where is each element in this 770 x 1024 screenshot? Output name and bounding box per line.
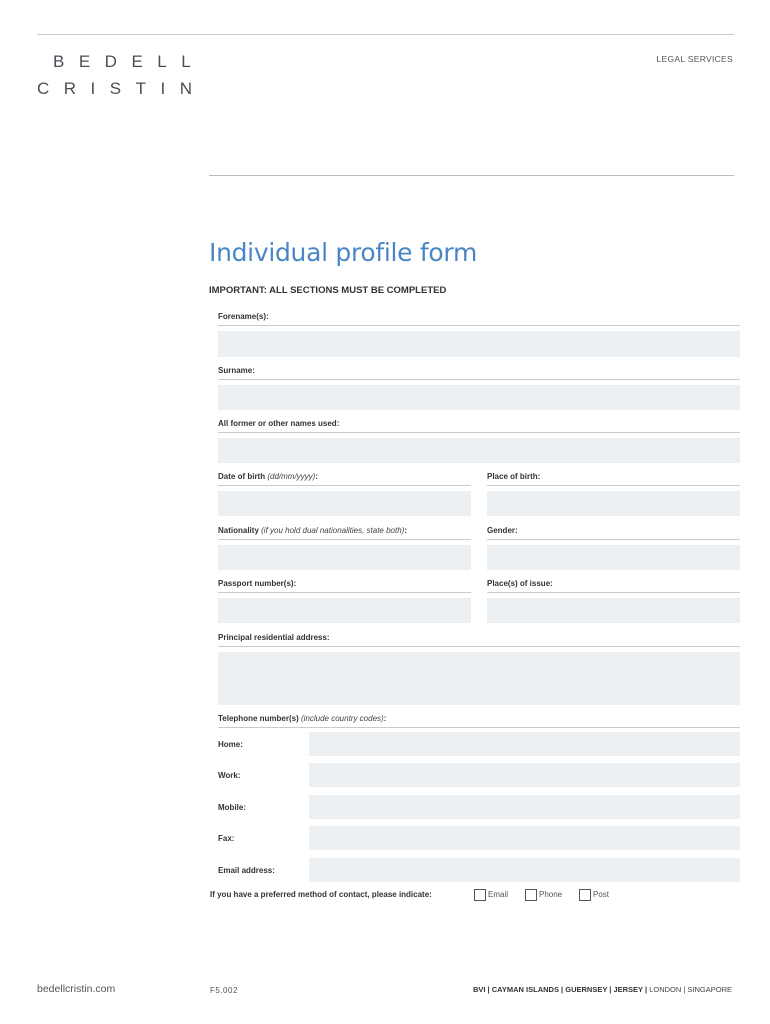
nationality-hint: (if you hold dual nationalities, state both) xyxy=(261,526,405,535)
gender-label: Gender: xyxy=(487,525,740,540)
pob-input[interactable] xyxy=(487,491,740,516)
forenames-input[interactable] xyxy=(218,331,740,357)
nationality-field xyxy=(218,525,471,570)
work-phone-input[interactable] xyxy=(309,763,740,787)
email-checkbox[interactable] xyxy=(474,889,486,901)
nationality-label: Nationality (if you hold dual nationalities, state both): xyxy=(218,525,471,540)
telephone-hint: (include country codes) xyxy=(300,714,384,723)
phone-option-label: Phone xyxy=(539,890,563,899)
forenames-field xyxy=(218,311,740,357)
surname-field xyxy=(218,365,740,410)
work-label: Work: xyxy=(218,771,241,780)
telephone-label: Telephone number(s) (include country codes): xyxy=(218,713,740,728)
email-input[interactable] xyxy=(309,858,740,882)
logo-line-2: CRISTIN xyxy=(37,79,207,98)
phone-checkbox[interactable] xyxy=(525,889,537,901)
dob-input[interactable] xyxy=(218,491,471,516)
pob-field xyxy=(487,471,740,516)
preferred-contact-label: If you have a preferred method of contact, please indicate: xyxy=(210,890,432,899)
footer-website: bedellcristin.com xyxy=(37,983,116,995)
post-option-label: Post xyxy=(593,890,610,899)
form-code: F5.002 xyxy=(210,986,238,995)
place-issue-label: Place(s) of issue: xyxy=(487,578,740,593)
top-rule xyxy=(37,34,734,35)
passport-input[interactable] xyxy=(218,598,471,623)
address-label: Principal residential address: xyxy=(218,632,740,647)
place-issue-input[interactable] xyxy=(487,598,740,623)
former-names-label: All former or other names used: xyxy=(218,418,740,433)
mobile-label: Mobile: xyxy=(218,803,246,812)
gender-field xyxy=(487,525,740,570)
forenames-label: Forename(s): xyxy=(218,311,740,326)
fax-label: Fax: xyxy=(218,834,235,843)
dob-hint: (dd/mm/yyyy) xyxy=(267,472,316,481)
logo-line-1: BEDELL xyxy=(53,52,206,71)
page-title: Individual profile form xyxy=(209,238,478,267)
home-phone-input[interactable] xyxy=(309,732,740,756)
place-issue-field xyxy=(487,578,740,623)
address-input[interactable] xyxy=(218,652,740,705)
fax-input[interactable] xyxy=(309,826,740,850)
post-checkbox[interactable] xyxy=(579,889,591,901)
footer-locations: BVI | CAYMAN ISLANDS | GUERNSEY | JERSEY | LONDON | SINGAPORE xyxy=(472,985,732,994)
gender-input[interactable] xyxy=(487,545,740,570)
pob-label: Place of birth: xyxy=(487,471,740,486)
passport-label: Passport number(s): xyxy=(218,578,471,593)
surname-label: Surname: xyxy=(218,365,740,380)
nationality-input[interactable] xyxy=(218,545,471,570)
telephone-header xyxy=(218,713,740,728)
dob-field xyxy=(218,471,471,516)
mobile-phone-input[interactable] xyxy=(309,795,740,819)
surname-input[interactable] xyxy=(218,385,740,410)
email-label: Email address: xyxy=(218,866,275,875)
former-names-input[interactable] xyxy=(218,438,740,463)
email-option-label: Email xyxy=(488,890,509,899)
title-rule xyxy=(209,175,734,176)
dob-label: Date of birth (dd/mm/yyyy): xyxy=(218,471,471,486)
home-label: Home: xyxy=(218,740,243,749)
passport-field xyxy=(218,578,471,623)
former-names-field xyxy=(218,418,740,463)
brand-tagline: LEGAL SERVICES xyxy=(656,54,733,64)
brand-logo xyxy=(37,52,207,99)
important-notice: IMPORTANT: ALL SECTIONS MUST BE COMPLETED xyxy=(209,285,447,296)
address-field xyxy=(218,632,740,705)
